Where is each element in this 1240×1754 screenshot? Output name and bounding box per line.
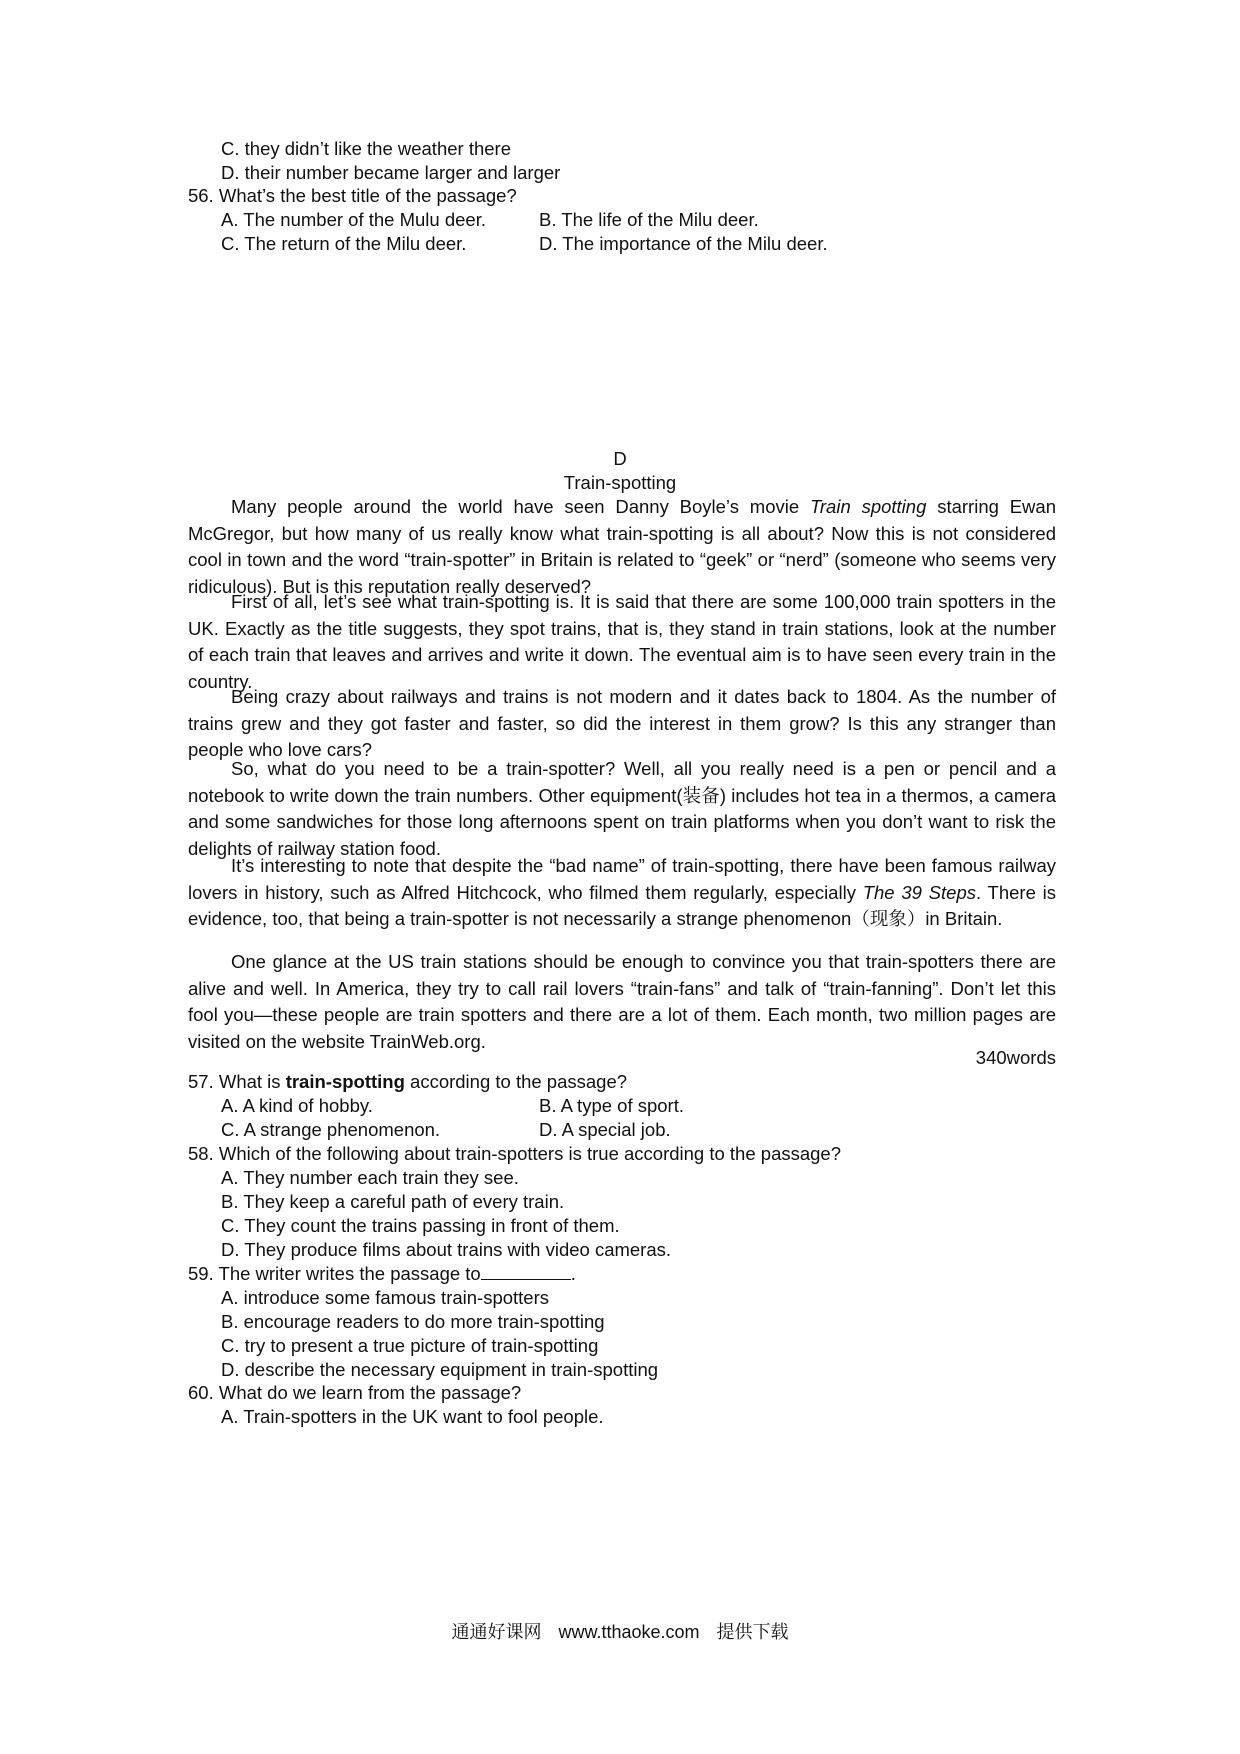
page-footer <box>0 1618 1240 1644</box>
footer-suffix: 提供下载 <box>716 1622 789 1642</box>
option-59d: D. describe the necessary equipment in train-spotting <box>221 1359 659 1380</box>
paragraph-6: One glance at the US train stations should be enough to convince you that train-spotters there are alive and well. In America, they try to call rail lovers “train-fans” and talk of “train-fanning”. Don’t let this fool you—these people are train spotters and there are a lot of them. Each month, two million pages are visited on the website TrainWeb.org. <box>188 951 1056 1052</box>
question-59: 59. The writer writes the passage to . <box>188 1263 576 1284</box>
word-count: 340words <box>975 1047 1056 1068</box>
option-57b: B. A type of sport. <box>539 1095 685 1116</box>
passage-title: Train-spotting <box>563 472 677 493</box>
option-59c: C. try to present a true picture of train-spotting <box>221 1335 599 1356</box>
option-57d: D. A special job. <box>539 1119 671 1140</box>
question-60: 60. What do we learn from the passage? <box>188 1382 522 1403</box>
paragraph-1: Many people around the world have seen Danny Boyle’s movie Train spotting starring Ewan McGregor, but how many of us really know what train-spotting is all about? Now this is not considered cool in town and the word “train-spotter” in Britain is related to “geek” or “nerd” (someone who seems very ridiculous). But is this reputation really deserved? <box>188 496 1056 597</box>
footer-url[interactable]: www.tthaoke.com <box>558 1622 700 1642</box>
option-58b: B. They keep a careful path of every train. <box>221 1191 565 1212</box>
film-title: The 39 Steps <box>862 881 976 903</box>
option-59b: B. encourage readers to do more train-spotting <box>221 1311 605 1332</box>
bold-term: train-spotting <box>285 1071 405 1092</box>
option-58d: D. They produce films about trains with video cameras. <box>221 1239 672 1260</box>
footer-site-name: 通通好课网 <box>451 1622 542 1642</box>
option-57a: A. A kind of hobby. <box>221 1095 373 1116</box>
option-57c: C. A strange phenomenon. <box>221 1119 441 1140</box>
paragraph-3: Being crazy about railways and trains is not modern and it dates back to 1804. As the number of trains grew and they got faster and faster, so did the interest in them grow? Is this any stranger than people who love cars? <box>188 686 1056 761</box>
paragraph-2: First of all, let’s see what train-spotting is. It is said that there are some 100,000 train spotters in the UK. Exactly as the title suggests, they spot trains, that is, they stand in train stations, look at the number of each train that leaves and arrives and write it down. The eventual aim is to have seen every train in the country. <box>188 591 1056 692</box>
question-58: 58. Which of the following about train-spotters is true according to the passage? <box>188 1143 842 1164</box>
movie-title: Train spotting <box>809 496 927 517</box>
option-58c: C. They count the trains passing in front of them. <box>221 1215 620 1236</box>
option-55d: D. their number became larger and larger <box>221 162 561 183</box>
option-59a: A. introduce some famous train-spotters <box>221 1287 550 1308</box>
option-60a: A. Train-spotters in the UK want to fool people. <box>221 1406 604 1427</box>
answer-blank <box>481 1261 571 1280</box>
option-56b: B. The life of the Milu deer. <box>539 209 759 230</box>
question-57: 57. What is train-spotting according to the passage? <box>188 1071 628 1092</box>
paragraph-4: So, what do you need to be a train-spotter? Well, all you really need is a pen or pencil and a notebook to write down the train numbers. Other equipment(装备) includes hot tea in a thermos, a camera and some sandwiches for those long afternoons spent on train platforms when you don’t want to risk the delights of railway station food. <box>188 758 1056 859</box>
option-56a: A. The number of the Mulu deer. <box>221 209 486 230</box>
paragraph-5: It’s interesting to note that despite the “bad name” of train-spotting, there have been famous railway lovers in history, such as Alfred Hitchcock, who filmed them regularly, especially The 39 Steps. There is evidence, too, that being a train-spotter is not necessarily a strange phenomenon（现象）in Britain. <box>188 855 1056 930</box>
option-56d: D. The importance of the Milu deer. <box>539 233 828 254</box>
question-56: 56. What’s the best title of the passage? <box>188 185 517 206</box>
option-58a: A. They number each train they see. <box>221 1167 519 1188</box>
option-55c: C. they didn’t like the weather there <box>221 138 511 159</box>
option-56c: C. The return of the Milu deer. <box>221 233 467 254</box>
section-letter: D <box>613 448 627 469</box>
